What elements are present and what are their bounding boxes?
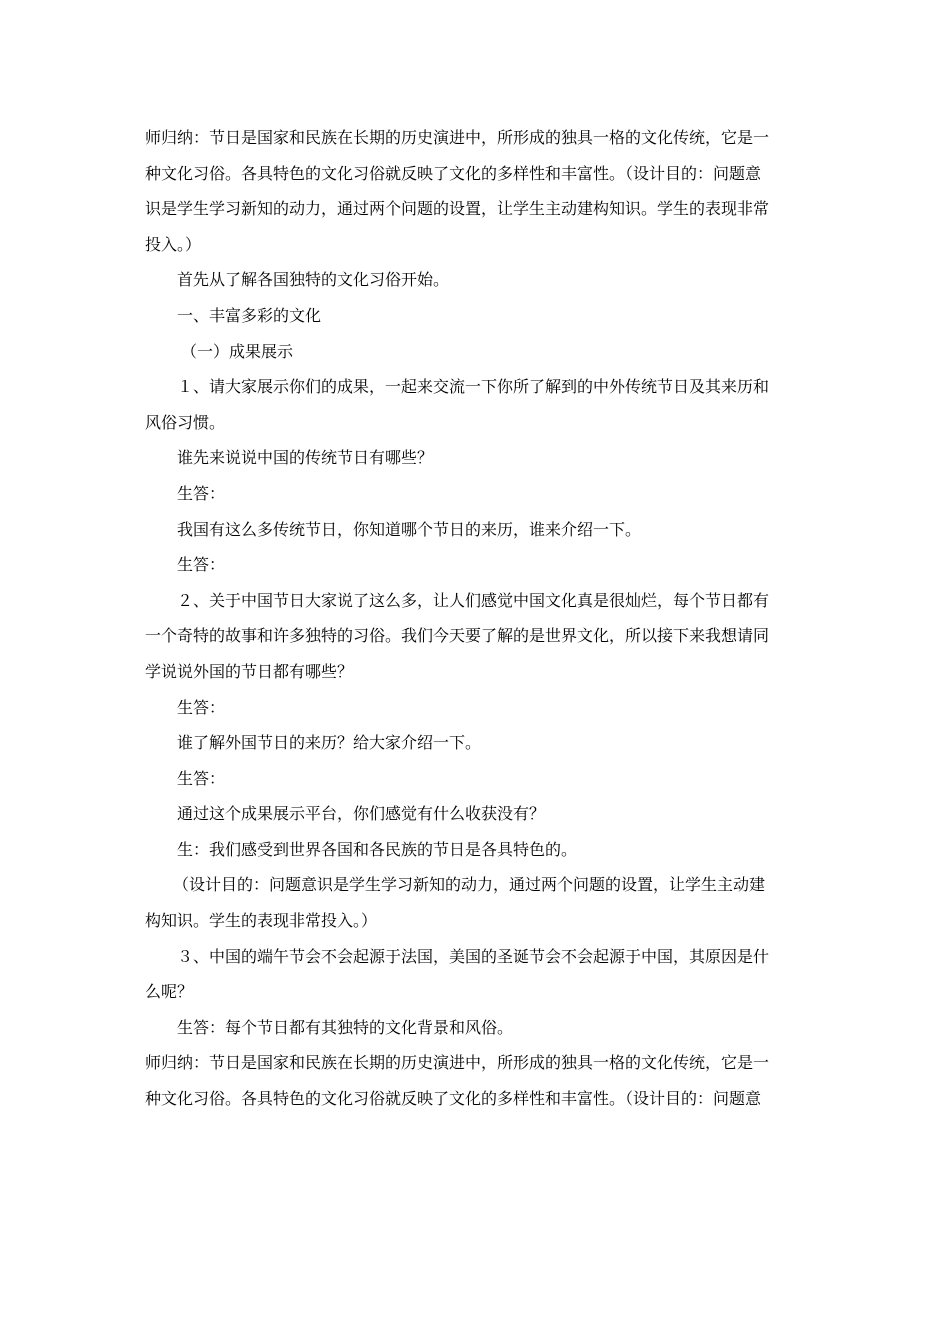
text-line: 学说说外国的节日都有哪些？ <box>145 661 354 681</box>
text-line: 构知识。学生的表现非常投入。） <box>145 911 378 931</box>
document-body <box>145 120 815 1117</box>
text-line: 生答： <box>177 697 226 717</box>
text-line: 谁先来说说中国的传统节日有哪些？ <box>177 448 434 468</box>
text-line: 生答：每个节日都有其独特的文化背景和风俗。 <box>177 1017 514 1037</box>
text-line: 谁了解外国节日的来历？给大家介绍一下。 <box>177 733 482 753</box>
text-line: 生：我们感受到世界各国和各民族的节日是各具特色的。 <box>177 839 578 859</box>
text-line: 风俗习惯。 <box>145 412 226 432</box>
text-line: 投入。） <box>145 234 202 254</box>
text-line: 师归纳：节日是国家和民族在长期的历史演进中，所形成的独具一格的文化传统，它是一 <box>145 128 770 147</box>
text-line: 生答： <box>177 768 226 788</box>
text-line: 一个奇特的故事和许多独特的习俗。我们今天要了解的是世界文化，所以接下来我想请同 <box>145 626 770 646</box>
text-line: ２、关于中国节日大家说了这么多，让人们感觉中国文化真是很灿烂，每个节日都有 <box>177 590 770 610</box>
section-heading: 一、丰富多彩的文化 <box>177 305 322 325</box>
text-line: 通过这个成果展示平台，你们感觉有什么收获没有？ <box>177 804 546 824</box>
text-line: 识是学生学习新知的动力，通过两个问题的设置，让学生主动建构知识。学生的表现非常 <box>145 199 770 219</box>
text-line: 种文化习俗。各具特色的文化习俗就反映了文化的多样性和丰富性。（设计目的：问题意 <box>145 1089 762 1109</box>
text-line: 师归纳：节日是国家和民族在长期的历史演进中，所形成的独具一格的文化传统，它是一 <box>145 1053 770 1073</box>
text-line: 么呢？ <box>145 982 194 1002</box>
text-line: 我国有这么多传统节日，你知道哪个节日的来历，谁来介绍一下。 <box>177 519 642 539</box>
text-line: １、请大家展示你们的成果，一起来交流一下你所了解到的中外传统节日及其来历和 <box>177 377 770 397</box>
text-line: （设计目的：问题意识是学生学习新知的动力，通过两个问题的设置，让学生主动建 <box>173 875 766 895</box>
subsection-heading: （一）成果展示 <box>181 341 294 361</box>
text-line: 种文化习俗。各具特色的文化习俗就反映了文化的多样性和丰富性。（设计目的：问题意 <box>145 163 762 183</box>
text-line: ３、中国的端午节会不会起源于法国，美国的圣诞节会不会起源于中国，其原因是什 <box>177 946 770 966</box>
text-line: 生答： <box>177 483 226 503</box>
text-line: 首先从了解各国独特的文化习俗开始。 <box>177 270 450 290</box>
text-line: 生答： <box>177 555 226 575</box>
